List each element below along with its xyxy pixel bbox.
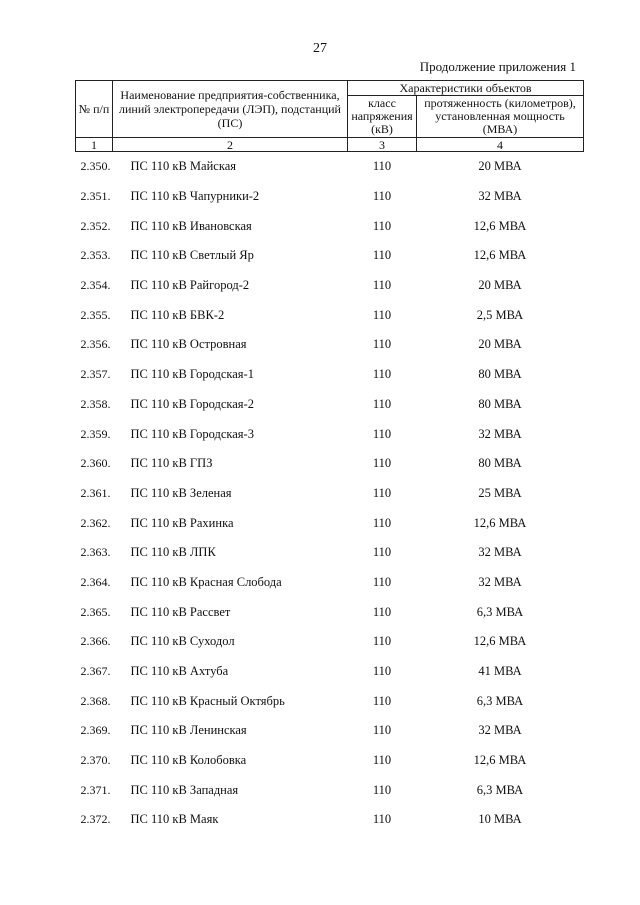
table-row [76,627,584,657]
table-body [76,152,584,835]
row-number: 2.358. [80,396,111,411]
row-capacity: 25 МВА [478,485,522,500]
table-row [76,686,584,716]
row-capacity: 41 МВА [478,664,522,679]
row-capacity: 20 МВА [478,337,522,352]
row-voltage: 110 [372,307,392,322]
header-capacity: протяженность (километров), установленная мощность (МВА) [417,96,584,138]
row-number: 2.363. [80,545,111,560]
row-voltage: 110 [372,753,392,768]
row-number: 2.354. [80,278,111,293]
header-col-number-1: 1 [76,138,113,152]
row-number: 2.366. [80,634,111,649]
page-number: 27 [313,41,327,56]
row-number: 2.356. [80,337,111,352]
row-voltage: 110 [372,367,392,382]
row-capacity: 80 МВА [478,367,522,382]
row-number: 2.359. [80,426,111,441]
substations-table [75,80,584,835]
row-name: ПС 110 кВ Колобовка [130,753,247,768]
row-name: ПС 110 кВ Суходол [130,634,235,649]
header-characteristics: Характеристики объектов [348,81,584,96]
row-number: 2.371. [80,782,111,797]
table-row [76,241,584,271]
table-row [76,597,584,627]
row-capacity: 32 МВА [478,723,522,738]
row-capacity: 12,6 МВА [473,634,527,649]
row-name: ПС 110 кВ Рахинка [130,515,234,530]
row-voltage: 110 [372,664,392,679]
row-capacity: 12,6 МВА [473,248,527,263]
row-name: ПС 110 кВ Красный Октябрь [130,693,285,708]
table-row [76,746,584,776]
row-voltage: 110 [372,604,392,619]
row-number: 2.353. [80,248,111,263]
row-name: ПС 110 кВ Городская-1 [130,367,254,382]
row-capacity: 80 МВА [478,396,522,411]
table-row [76,152,584,182]
row-name: ПС 110 кВ Красная Слобода [130,574,282,589]
row-capacity: 32 МВА [478,426,522,441]
row-name: ПС 110 кВ Западная [130,782,239,797]
row-number: 2.351. [80,189,111,204]
table-row [76,538,584,568]
row-capacity: 6,3 МВА [476,604,524,619]
row-capacity: 6,3 МВА [476,782,524,797]
table-row [76,657,584,687]
table-row [76,805,584,835]
row-name: ПС 110 кВ Городская-2 [130,396,254,411]
row-voltage: 110 [372,693,392,708]
row-name: ПС 110 кВ Ахтуба [130,664,229,679]
table-row [76,390,584,420]
table-row [76,419,584,449]
row-number: 2.355. [80,307,111,322]
row-voltage: 110 [372,515,392,530]
row-capacity: 12,6 МВА [473,515,527,530]
header-number: № п/п [76,81,113,138]
row-voltage: 110 [372,248,392,263]
table-row [76,271,584,301]
header-col-number-3: 3 [348,138,417,152]
row-number: 2.367. [80,664,111,679]
row-capacity: 10 МВА [478,812,522,827]
row-name: ПС 110 кВ ЛПК [130,545,216,560]
row-voltage: 110 [372,278,392,293]
row-name: ПС 110 кВ Светлый Яр [130,248,254,263]
row-voltage: 110 [372,574,392,589]
row-voltage: 110 [372,812,392,827]
row-number: 2.360. [80,456,111,471]
row-voltage: 110 [372,782,392,797]
row-number: 2.362. [80,515,111,530]
row-number: 2.370. [80,753,111,768]
row-number: 2.368. [80,693,111,708]
row-voltage: 110 [372,159,392,174]
row-number: 2.365. [80,604,111,619]
row-number: 2.372. [80,812,111,827]
row-capacity: 2,5 МВА [476,307,524,322]
table-row [76,211,584,241]
table-row [76,449,584,479]
row-voltage: 110 [372,189,392,204]
row-capacity: 12,6 МВА [473,218,527,233]
row-capacity: 32 МВА [478,545,522,560]
table-row [76,182,584,212]
row-voltage: 110 [372,456,392,471]
table-row [76,330,584,360]
row-name: ПС 110 кВ Рассвет [130,604,231,619]
row-capacity: 32 МВА [478,574,522,589]
row-name: ПС 110 кВ Чапурники-2 [130,189,260,204]
row-name: ПС 110 кВ Райгород-2 [130,278,250,293]
row-capacity: 80 МВА [478,456,522,471]
row-name: ПС 110 кВ ГПЗ [130,456,213,471]
row-voltage: 110 [372,426,392,441]
row-name: ПС 110 кВ Островная [130,337,247,352]
table-header [76,81,584,152]
row-number: 2.352. [80,218,111,233]
header-col-number-4: 4 [417,138,584,152]
row-number: 2.361. [80,485,111,500]
row-voltage: 110 [372,337,392,352]
table-row [76,360,584,390]
row-voltage: 110 [372,396,392,411]
header-voltage: класс напряжения (кВ) [348,96,417,138]
row-voltage: 110 [372,485,392,500]
table-row [76,716,584,746]
row-voltage: 110 [372,723,392,738]
row-name: ПС 110 кВ Майская [130,159,237,174]
row-capacity: 20 МВА [478,278,522,293]
continuation-label: Продолжение приложения 1 [419,59,576,74]
row-number: 2.350. [80,159,111,174]
row-name: ПС 110 кВ Маяк [130,812,219,827]
row-capacity: 12,6 МВА [473,753,527,768]
table-row [76,508,584,538]
row-voltage: 110 [372,218,392,233]
header-name: Наименование предприятия-собственника, линий электропередачи (ЛЭП), подстанций (ПС) [113,81,348,138]
header-col-number-2: 2 [113,138,348,152]
row-voltage: 110 [372,634,392,649]
row-number: 2.369. [80,723,111,738]
row-name: ПС 110 кВ Городская-3 [130,426,254,441]
table-row [76,479,584,509]
row-capacity: 6,3 МВА [476,693,524,708]
row-number: 2.357. [80,367,111,382]
row-number: 2.364. [80,574,111,589]
row-voltage: 110 [372,545,392,560]
row-capacity: 20 МВА [478,159,522,174]
row-name: ПС 110 кВ Зеленая [130,485,232,500]
row-name: ПС 110 кВ Ивановская [130,218,252,233]
table-row [76,568,584,598]
row-name: ПС 110 кВ БВК-2 [130,307,225,322]
row-name: ПС 110 кВ Ленинская [130,723,247,738]
table-row [76,775,584,805]
row-capacity: 32 МВА [478,189,522,204]
table-row [76,300,584,330]
